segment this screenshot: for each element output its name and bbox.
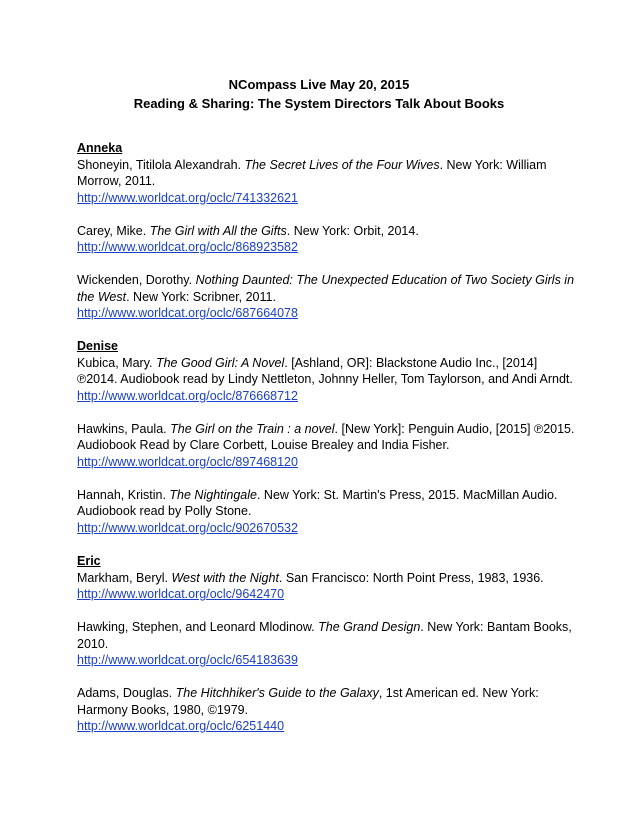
worldcat-link[interactable]: http://www.worldcat.org/oclc/868923582	[77, 240, 298, 254]
citation-text: Adams, Douglas. The Hitchhiker's Guide to the Galaxy, 1st American ed. New York: Harmony Books, 1980, ©1979.	[77, 686, 539, 717]
citation-entry	[77, 570, 577, 603]
worldcat-link[interactable]: http://www.worldcat.org/oclc/897468120	[77, 454, 298, 469]
section-heading: Eric	[77, 554, 101, 568]
worldcat-link[interactable]: http://www.worldcat.org/oclc/876668712	[77, 388, 298, 403]
book-title: The Good Girl: A Novel	[155, 355, 285, 370]
page-subtitle: Reading & Sharing: The System Directors Talk About Books	[133, 96, 505, 111]
section-heading: Anneka	[77, 141, 123, 155]
citation-entry	[77, 421, 577, 471]
worldcat-link[interactable]: http://www.worldcat.org/oclc/654183639	[77, 653, 298, 667]
worldcat-link[interactable]: http://www.worldcat.org/oclc/9642470	[77, 587, 285, 601]
book-title: The Girl on the Train : a novel	[170, 421, 335, 436]
book-title: The Hitchhiker's Guide to the Galaxy	[175, 686, 379, 700]
citation-entry	[77, 272, 577, 322]
citation-entry	[77, 487, 577, 537]
citation-entry	[77, 157, 577, 207]
section-heading: Denise	[77, 339, 118, 353]
citation-text: Hannah, Kristin. The Nightingale. New York: St. Martin's Press, 2015. MacMillan Audio. Audiobook read by Polly Stone.	[77, 487, 558, 518]
citation-text: Hawkins, Paula. The Girl on the Train : a novel. [New York]: Penguin Audio, [2015] ℗2015. Audiobook Read by Clare Corbett, Louise Brealey and India Fisher.	[77, 421, 575, 452]
section-eric	[77, 553, 577, 735]
book-title: West with the Night	[171, 570, 279, 585]
book-title: Nothing Daunted: The Unexpected Education of Two Society Girls in the West	[77, 273, 575, 304]
section-anneka	[77, 140, 577, 322]
worldcat-link[interactable]: http://www.worldcat.org/oclc/6251440	[77, 719, 285, 733]
citation-entry	[77, 685, 577, 735]
book-title: The Girl with All the Gifts	[149, 223, 287, 238]
citation-entry	[77, 355, 577, 405]
citation-entry	[77, 223, 577, 256]
citation-text: Shoneyin, Titilola Alexandrah. The Secret Lives of the Four Wives. New York: William Morrow, 2011.	[77, 157, 547, 188]
citation-text: Carey, Mike. The Girl with All the Gifts. New York: Orbit, 2014.	[77, 223, 419, 238]
section-denise	[77, 338, 577, 536]
worldcat-link[interactable]: http://www.worldcat.org/oclc/902670532	[77, 520, 298, 535]
worldcat-link[interactable]: http://www.worldcat.org/oclc/687664078	[77, 306, 298, 320]
citation-entry	[77, 619, 577, 669]
citation-text: Wickenden, Dorothy. Nothing Daunted: The Unexpected Education of Two Society Girls in the West. New York: Scribner, 2011.	[77, 273, 575, 304]
page-title: NCompass Live May 20, 2015	[228, 77, 410, 92]
citation-text: Kubica, Mary. The Good Girl: A Novel. [Ashland, OR]: Blackstone Audio Inc., [2014] ℗2014. Audiobook read by Lindy Nettleton, Johnny Heller, Tom Taylorson, and Andi Arndt.	[77, 355, 573, 386]
citation-text: Hawking, Stephen, and Leonard Mlodinow. The Grand Design. New York: Bantam Books, 2010.	[77, 620, 572, 651]
worldcat-link[interactable]: http://www.worldcat.org/oclc/741332621	[77, 190, 298, 205]
book-title: The Secret Lives of the Four Wives	[244, 157, 440, 172]
citation-text: Markham, Beryl. West with the Night. San Francisco: North Point Press, 1983, 1936.	[77, 570, 544, 585]
book-title: The Nightingale	[169, 487, 257, 502]
book-title: The Grand Design	[318, 620, 421, 634]
